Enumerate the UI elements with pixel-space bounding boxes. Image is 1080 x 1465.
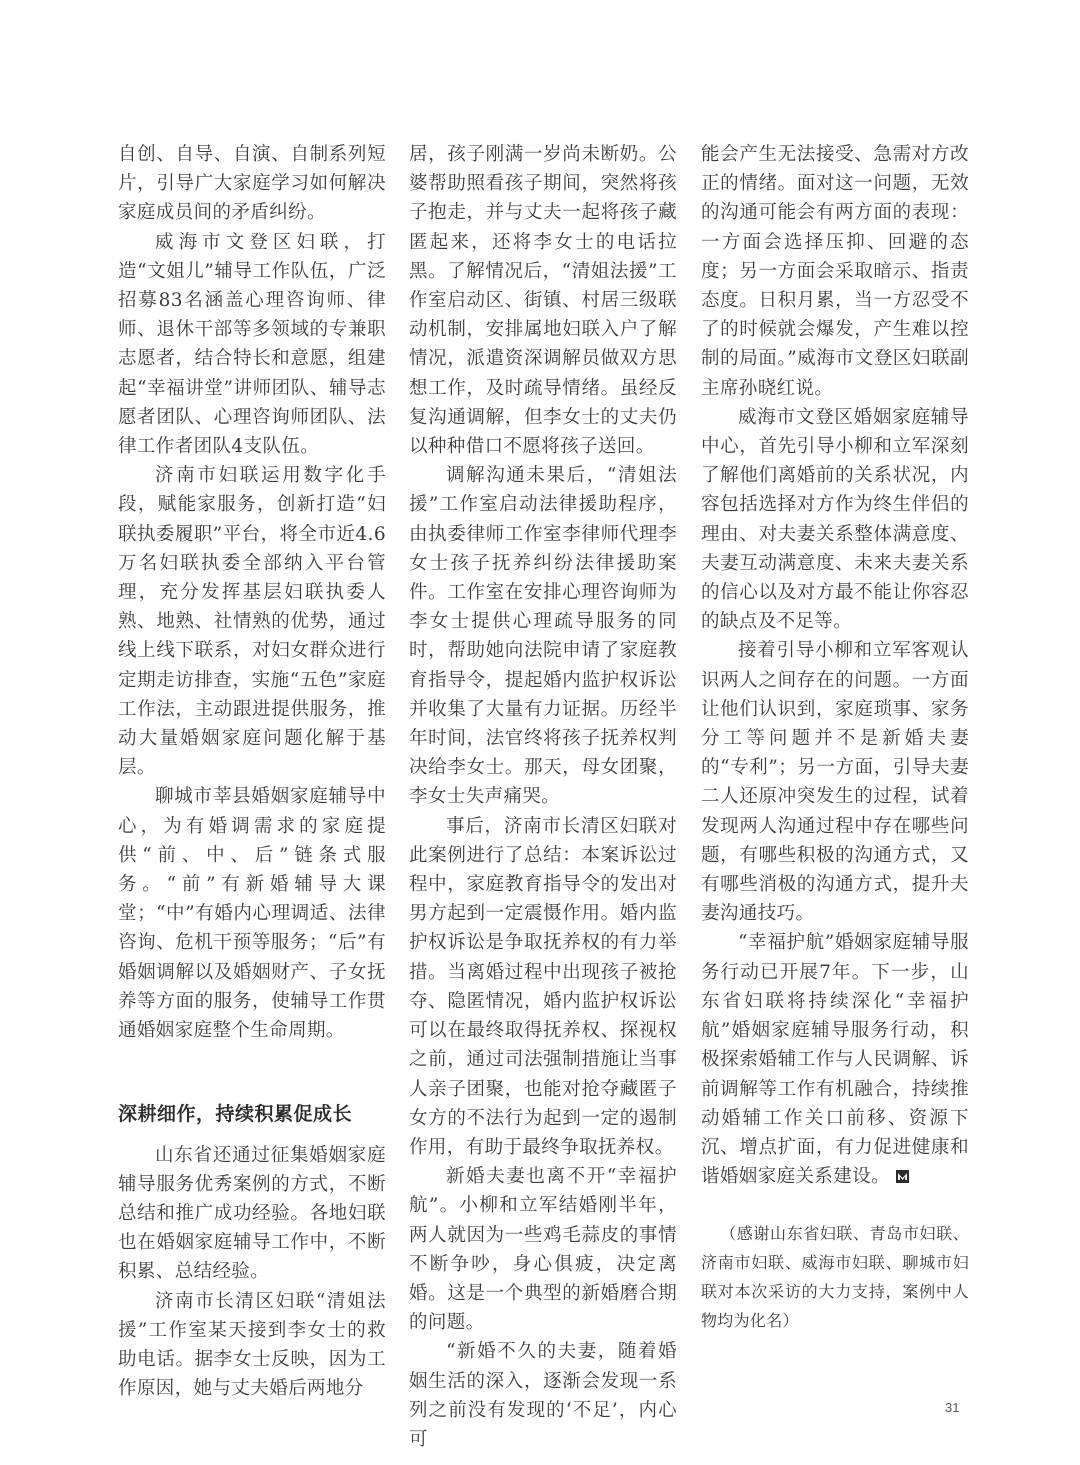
paragraph: 调解沟通未果后，“清姐法援”工作室启动法律援助程序，由执委律师工作室李律师代理李女士孩子抚养纠纷法律援助案件。工作室在安排心理咨询师为李女士提供心理疏导服务的同时，帮助她向法院申请了家庭教育指导令，提起婚内监护权诉讼并收集了大量有力证据。历经半年时间，法官终将孩子抚养权判决给李女士。那天，母女团聚，李女士失声痛哭。 [409,465,677,808]
article-column-2 [409,140,677,1454]
paragraph: 能会产生无法接受、急需对方改正的情绪。面对这一问题，无效的沟通可能会有两方面的表现：一方面会选择压抑、回避的态度；另一方面会采取暗示、指责态度。日积月累，当一方忍受不了的时候就会爆发，产生难以控制的局面。”威海市文登区妇联副主席孙晓红说。 [701,144,969,399]
acknowledgement-note: （感谢山东省妇联、青岛市妇联、济南市妇联、威海市妇联、聊城市妇联对本次采访的大力支持，案例中人物均为化名） [701,1224,969,1331]
paragraph: 山东省还通过征集婚姻家庭辅导服务优秀案例的方式，不断总结和推广成功经验。各地妇联也在婚姻家庭辅导工作中，不断积累、总结经验。 [118,1144,386,1283]
article-column-3 [701,140,969,1351]
paragraph: 居，孩子刚满一岁尚未断奶。公婆帮助照看孩子期间，突然将孩子抱走，并与丈夫一起将孩子藏匿起来，还将李女士的电话拉黑。了解情况后，“清姐法援”工作室启动区、街镇、村居三级联动机制，安排属地妇联入户了解情况，派遣资深调解员做双方思想工作，及时疏导情绪。虽经反复沟通调解，但李女士的丈夫仍以种种借口不愿将孩子送回。 [409,144,677,458]
paragraph: 自创、自导、自演、自制系列短片，引导广大家庭学习如何解决家庭成员间的矛盾纠纷。 [118,144,386,224]
paragraph: 事后，济南市长清区妇联对此案例进行了总结：本案诉讼过程中，家庭教育指导令的发出对男方起到一定震慑作用。婚内监护权诉讼是争取抚养权的有力举措。当离婚过程中出现孩子被抢夺、隐匿情况，婚内监护权诉讼可以在最终取得抚养权、探视权之前，通过司法强制措施让当事人亲子团聚，也能对抢夺藏匿子女方的不法行为起到一定的遏制作用，有助于最终争取抚养权。 [409,815,677,1158]
article-column-1 [118,140,386,1403]
paragraph: 济南市长清区妇联“清姐法援”工作室某天接到李女士的救助电话。据李女士反映，因为工作原因，她与丈夫婚后两地分 [118,1290,386,1400]
paragraph: 聊城市莘县婚姻家庭辅导中心，为有婚调需求的家庭提供“前、中、后”链条式服务。“前”有新婚辅导大课堂；“中”有婚内心理调适、法律咨询、危机干预等服务；“后”有婚姻调解以及婚姻财产、子女抚养等方面的服务，使辅导工作贯通婚姻家庭整个生命周期。 [118,786,386,1042]
paragraph [701,928,969,1191]
paragraph: 新婚夫妻也离不开“幸福护航”。小柳和立军结婚刚半年，两人就因为一些鸡毛蒜皮的事情不断争吵，身心俱疲，决定离婚。这是一个典型的新婚磨合期的问题。 [409,1166,677,1334]
paragraph: “新婚不久的夫妻，随着婚姻生活的深入，逐渐会发现一系列之前没有发现的‘不足’，内心可 [409,1341,677,1450]
paragraph: 济南市妇联运用数字化手段，赋能家服务，创新打造“妇联执委履职”平台，将全市近4.6万名妇联执委全部纳入平台管理，充分发挥基层妇联执委人熟、地熟、社情熟的优势，通过线上线下联系，对妇女群众进行定期走访排查，实施“五色”家庭工作法，主动跟进提供服务，推动大量婚姻家庭问题化解于基层。 [118,465,386,779]
end-of-article-mark-icon [896,1170,909,1183]
section-heading: 深耕细作，持续积累促成长 [118,1103,353,1126]
paragraph: 威海市文登区婚姻家庭辅导中心，首先引导小柳和立军深刻了解他们离婚前的关系状况，内容包括选择对方作为终生伴侣的理由、对夫妻关系整体满意度、夫妻互动满意度、未来夫妻关系的信心以及对方最不能让你容忍的缺点及不足等。 [701,406,969,633]
page-number: 31 [945,1400,960,1415]
paragraph-text: “幸福护航”婚姻家庭辅导服务行动已开展7年。下一步，山东省妇联将持续深化“幸福护航”婚姻家庭辅导服务行动，积极探索婚辅工作与人民调解、诉前调解等工作有机融合，持续推动婚辅工作关口前移、资源下沉、增点扩面，有力促进健康和谐婚姻家庭关系建设。 [701,932,969,1188]
paragraph: 接着引导小柳和立军客观认识两人之间存在的问题。一方面让他们认识到，家庭琐事、家务分工等问题并不是新婚夫妻的“专利”；另一方面，引导夫妻二人还原冲突发生的过程，试着发现两人沟通过程中存在哪些问题，有哪些积极的沟通方式，又有哪些消极的沟通方式，提升夫妻沟通技巧。 [701,640,969,925]
paragraph: 威海市文登区妇联，打造“文姐儿”辅导工作队伍，广泛招募83名涵盖心理咨询师、律师、退休干部等多领域的专兼职志愿者，结合特长和意愿，组建起“幸福讲堂”讲师团队、辅导志愿者团队、心理咨询师团队、法律工作者团队4支队伍。 [118,231,386,458]
